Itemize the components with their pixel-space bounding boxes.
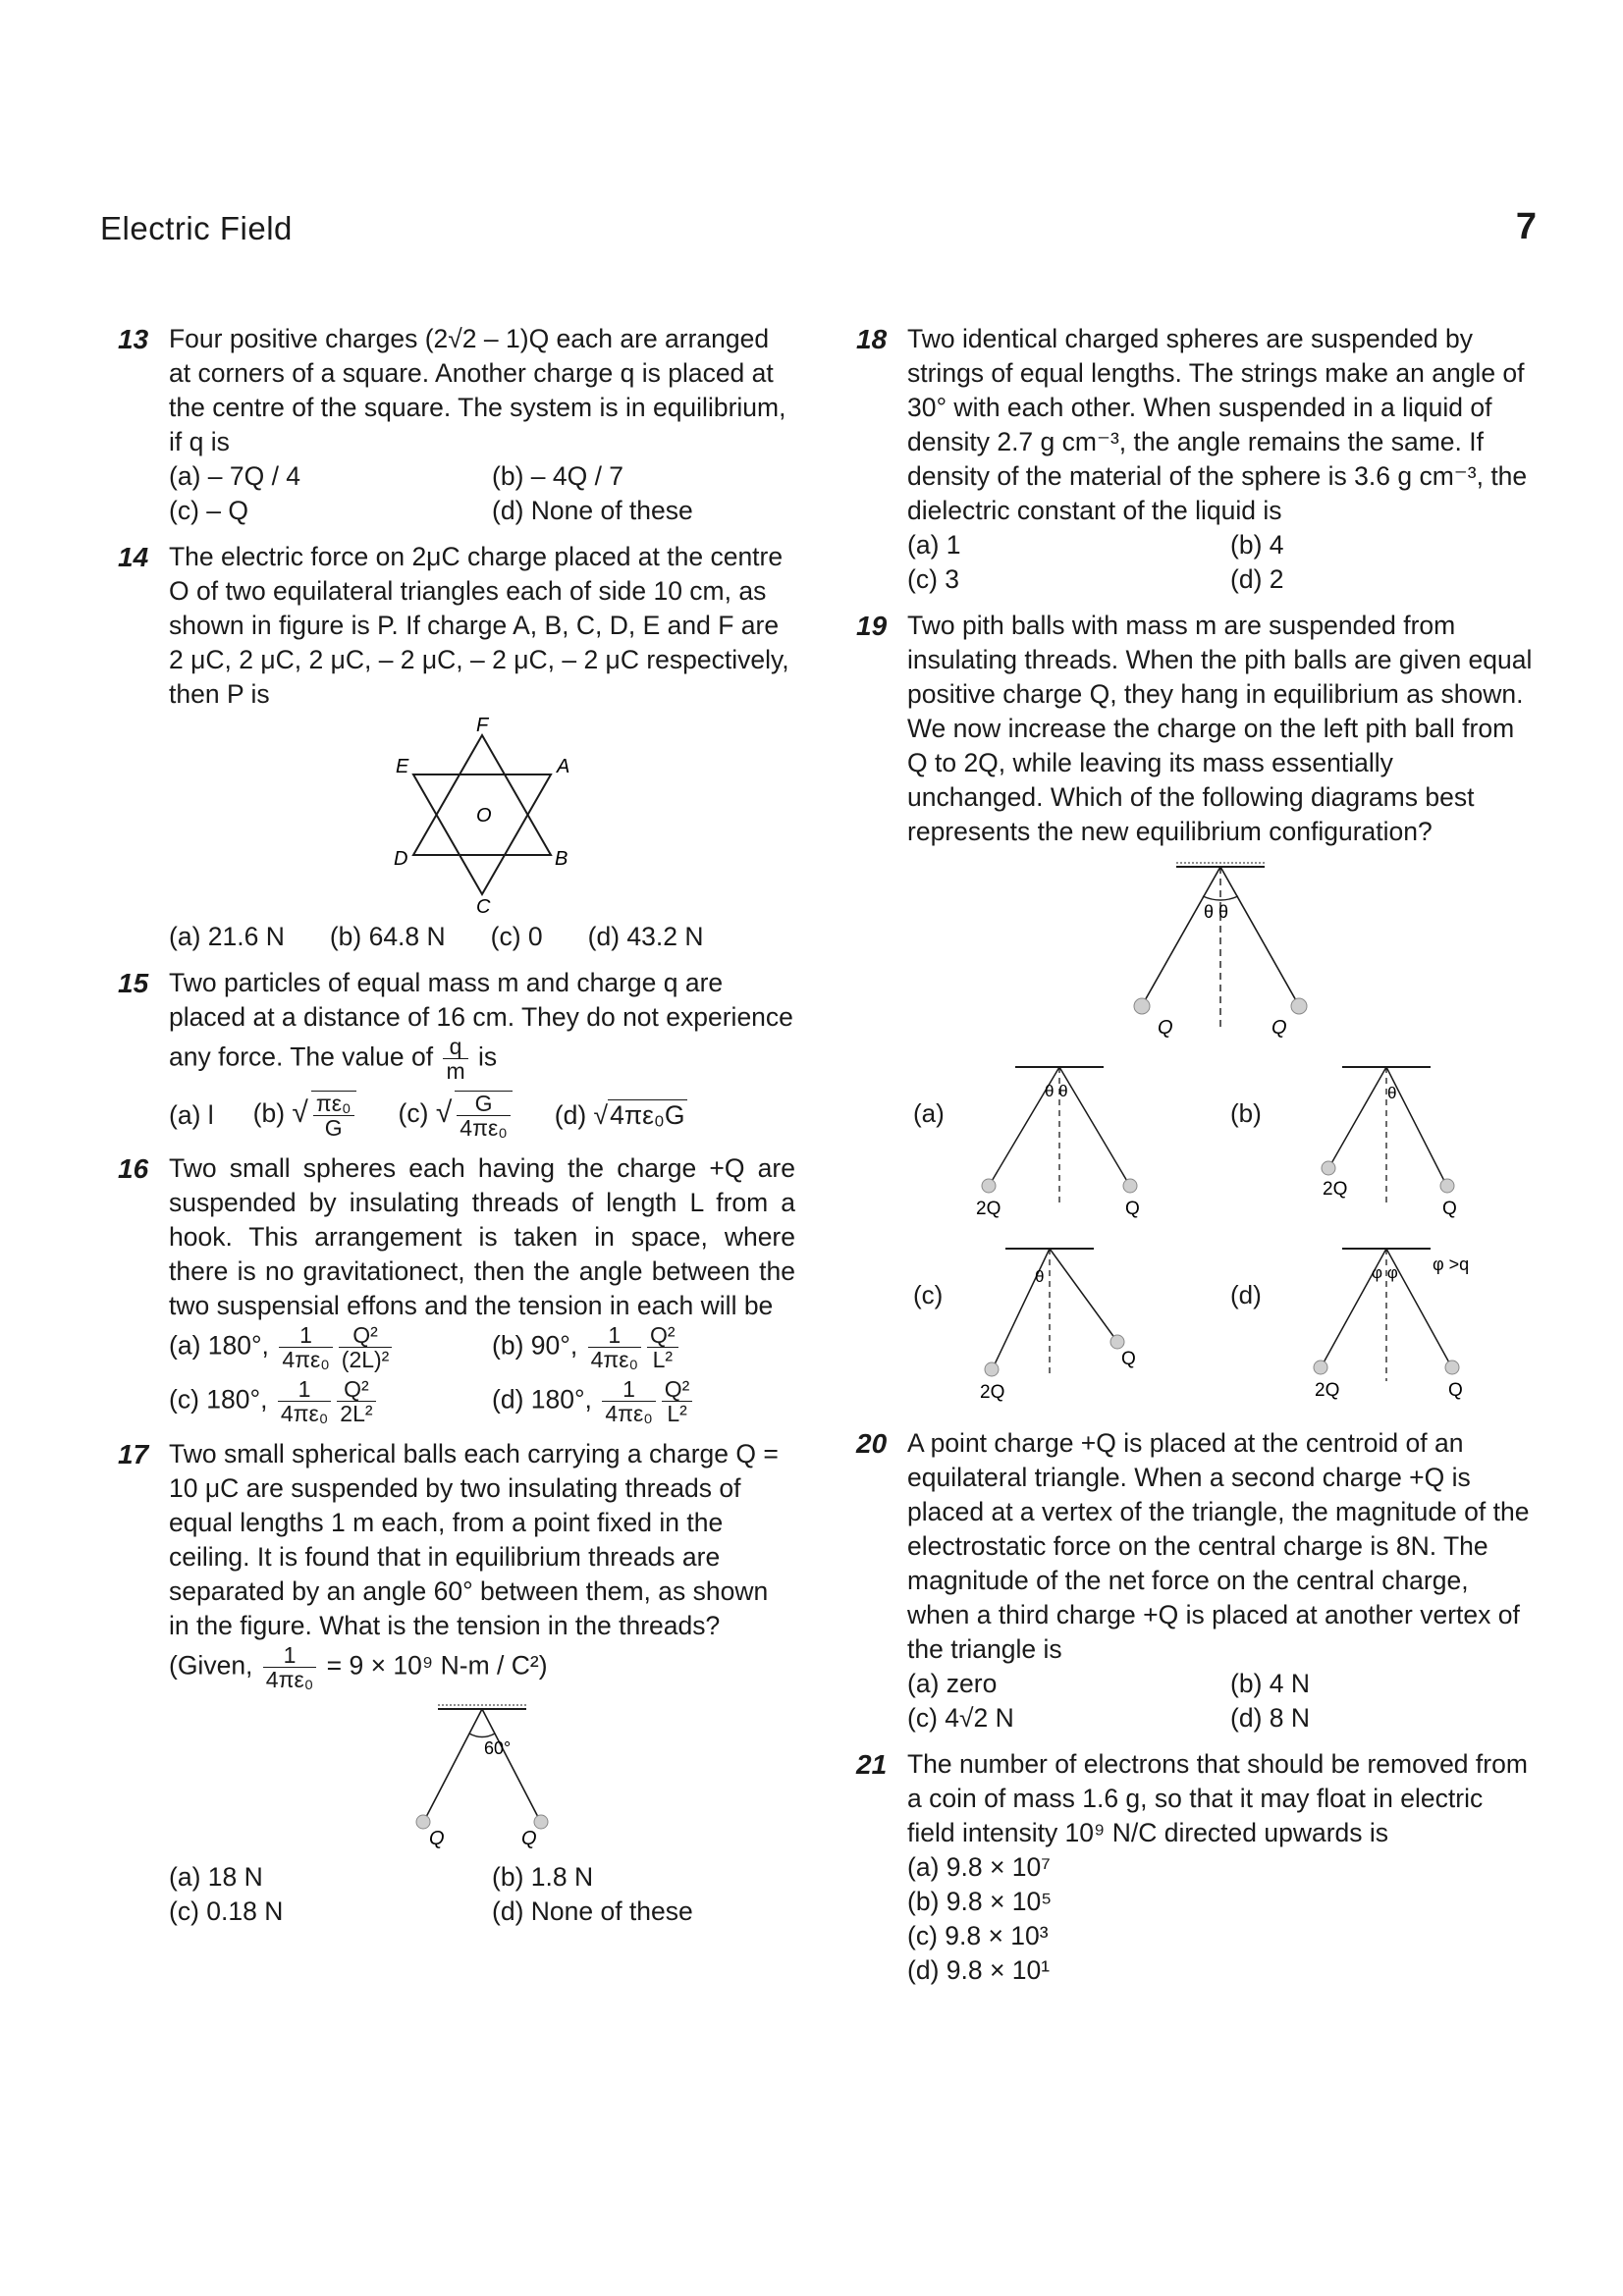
charge-right: Q	[1442, 1199, 1457, 1219]
question-end: is	[478, 1041, 498, 1072]
option-label: (a) 180°,	[169, 1330, 269, 1361]
charge-right: Q	[1271, 1017, 1287, 1039]
frac-den: 2L²	[340, 1401, 373, 1426]
fraction	[279, 1323, 332, 1371]
options	[169, 920, 795, 954]
option-b[interactable]	[253, 1091, 359, 1140]
option-d[interactable]: (d) 43.2 N	[587, 922, 704, 951]
option-a[interactable]: (a) – 7Q / 4	[169, 461, 301, 491]
option-d[interactable]: (d) None of these	[492, 496, 693, 525]
fraction	[662, 1377, 693, 1425]
option-label: (d)	[554, 1099, 587, 1130]
frac-num: 1	[263, 1643, 316, 1668]
frac-den: L²	[652, 1347, 674, 1372]
frac-den: 4πε₀	[282, 1347, 330, 1372]
label-c: C	[476, 896, 491, 914]
frac-num: Q²	[337, 1377, 375, 1402]
question-number: 18	[856, 324, 888, 354]
option-b[interactable]: (b) 1.8 N	[492, 1862, 594, 1892]
sqrt-sign: √	[292, 1096, 308, 1129]
fraction	[337, 1377, 375, 1425]
label-a: A	[557, 756, 570, 777]
sqrt-sign: √	[435, 1096, 453, 1129]
frac-num: 1	[279, 1323, 332, 1348]
fraction	[588, 1323, 641, 1371]
angle-label: φ φ	[1372, 1263, 1398, 1282]
options	[169, 459, 795, 528]
right-column	[856, 322, 1534, 2000]
option-b[interactable]	[492, 1323, 795, 1371]
option-d-figure[interactable]	[1224, 1239, 1534, 1415]
fraction	[647, 1323, 678, 1371]
option-label: (d) 180°,	[492, 1384, 592, 1415]
question-text: Two identical charged spheres are suspended by strings of equal lengths. The strings make an angle of 30° with each other. When suspended in a liquid of density 2.7 g cm⁻³, the angle remains the same. If density of the material of the sphere is 3.6 g cm⁻³, the dielectric constant of the liquid is	[907, 324, 1528, 525]
question-text: The number of electrons that should be removed from a coin of mass 1.6 g, so that it may float in electric field intensity 10⁹ N/C directed upwards is	[907, 1749, 1528, 1847]
question-18	[856, 322, 1534, 597]
charge-left: 2Q	[1315, 1380, 1340, 1401]
frac-den: (2L)²	[341, 1347, 390, 1372]
question-text	[169, 966, 795, 1083]
option-label: (c)	[913, 1280, 944, 1309]
option-label: (b) 90°,	[492, 1330, 578, 1361]
question-text: Two small spherical balls each carrying a charge Q = 10 μC are suspended by two insulating threads of equal lengths 1 m each, from a point fixed in the ceiling. It is found that in equilibrium threads are separated by an angle 60° between them, as shown in the figure. What is the tension in the threads?	[169, 1439, 779, 1640]
option-label: (d)	[1230, 1280, 1262, 1309]
frac-num: 1	[278, 1377, 331, 1402]
frac-num: G	[457, 1092, 510, 1116]
charge-left: Q	[1158, 1017, 1173, 1039]
frac-den: G	[324, 1115, 343, 1141]
question-number: 16	[118, 1153, 149, 1184]
option-b[interactable]: (b) – 4Q / 7	[492, 461, 624, 491]
question-text: Two pith balls with mass m are suspended from insulating threads. When the pith balls are given equal positive charge Q, they hang in equilibrium as shown. We now increase the charge on the left pith ball from Q to 2Q, while leaving its mass essentially unchanged. Which of the following diagrams best represents the new equilibrium configuration?	[907, 611, 1533, 846]
charge-left: 2Q	[976, 1199, 1001, 1219]
option-d[interactable]	[555, 1098, 687, 1133]
frac-num: 1	[588, 1323, 641, 1348]
fraction-q-over-m	[443, 1035, 467, 1083]
page-title: Electric Field	[100, 210, 293, 246]
frac-den: 4πε₀	[605, 1401, 653, 1426]
options	[169, 1091, 795, 1140]
option-d[interactable]: (d) 9.8 × 10¹	[907, 1955, 1051, 1985]
question-number: 20	[856, 1428, 888, 1459]
label-b: B	[555, 848, 568, 870]
frac-den: m	[446, 1058, 465, 1084]
question-14	[118, 540, 795, 954]
fraction	[263, 1643, 316, 1691]
option-a[interactable]: (a) 1	[907, 530, 961, 560]
options	[907, 528, 1534, 597]
question-text: A point charge +Q is placed at the centroid of an equilateral triangle. When a second charge +Q is placed at a vertex of the triangle, the magnitude of the electrostatic force on the central charge is 8N. The magnitude of the net force on the central charge, when a third charge +Q is placed at another vertex of the triangle is	[907, 1428, 1530, 1664]
options	[907, 1850, 1534, 1988]
question-17	[118, 1437, 795, 1929]
angle-label: θ	[1387, 1084, 1397, 1102]
charge-left: 2Q	[1323, 1179, 1348, 1200]
label-e: E	[396, 756, 409, 777]
answer-figures	[907, 1057, 1534, 1415]
sqrt-sign: √	[593, 1099, 609, 1130]
pendulum-diagram	[1224, 1057, 1519, 1224]
option-d[interactable]	[492, 1377, 795, 1425]
question-number: 15	[118, 968, 149, 998]
frac-num: Q²	[662, 1377, 693, 1402]
frac-num: 1	[602, 1377, 655, 1402]
question-16	[118, 1151, 795, 1425]
frac-den: 4πε₀	[280, 1401, 329, 1426]
question-number: 14	[118, 542, 149, 572]
angle-label: θ	[1035, 1267, 1045, 1286]
hexagram-figure	[374, 718, 590, 914]
frac-num: Q²	[647, 1323, 678, 1348]
option-a[interactable]	[169, 1323, 472, 1371]
option-label: (a)	[913, 1098, 945, 1128]
question-number: 19	[856, 611, 888, 641]
fraction	[278, 1377, 331, 1425]
label-d: D	[394, 848, 408, 870]
option-c[interactable]	[399, 1091, 515, 1140]
given-line	[169, 1643, 795, 1691]
frac-den: 4πε₀	[590, 1347, 639, 1372]
options	[907, 1667, 1534, 1735]
question-21	[856, 1747, 1534, 1988]
sqrt-fraction	[455, 1091, 512, 1140]
charge-right: Q	[1448, 1380, 1463, 1401]
question-number: 13	[118, 324, 149, 354]
option-label: (b)	[252, 1098, 286, 1128]
option-label: (c) 180°,	[169, 1384, 268, 1415]
frac-den: 4πε₀	[460, 1115, 508, 1141]
option-b[interactable]: (b) 4	[1230, 530, 1284, 560]
frac-num: Q²	[339, 1323, 393, 1348]
charge-left: Q	[429, 1828, 445, 1849]
angle-label: θ θ	[1204, 902, 1229, 922]
question-text: The electric force on 2μC charge placed at the centre O of two equilateral triangles each of side 10 cm, as shown in figure is P. If charge A, B, C, D, E and F are 2 μC, 2 μC, 2 μC, – 2 μC, – 2 μC, – 2 μC respectively, then P is	[169, 542, 789, 709]
sqrt-fraction	[311, 1091, 356, 1140]
option-d[interactable]: (d) 2	[1230, 564, 1284, 594]
question-body: Two particles of equal mass m and charge q are placed at a distance of 16 cm. They do not experience any force. The value of	[169, 968, 793, 1072]
frac-den: L²	[667, 1401, 687, 1426]
options	[169, 1860, 795, 1929]
charge-right: Q	[1121, 1349, 1136, 1369]
option-a-figure[interactable]	[907, 1057, 1217, 1233]
option-a[interactable]: (a) zero	[907, 1669, 998, 1698]
option-c[interactable]	[169, 1377, 472, 1425]
question-15	[118, 966, 795, 1140]
option-b[interactable]: (b) 64.8 N	[329, 922, 446, 951]
label-f: F	[476, 718, 489, 736]
page-number: 7	[1515, 206, 1537, 247]
option-label: (b)	[1230, 1098, 1262, 1128]
fraction	[602, 1377, 655, 1425]
option-b[interactable]: (b) 4 N	[1230, 1669, 1310, 1698]
option-c[interactable]: (c) – Q	[169, 496, 248, 525]
pendulum-diagram	[1224, 1239, 1519, 1406]
question-20	[856, 1426, 1534, 1735]
question-13	[118, 322, 795, 528]
left-column	[118, 322, 795, 1941]
option-b[interactable]: (b) 9.8 × 10⁵	[907, 1887, 1053, 1916]
charge-left: 2Q	[980, 1382, 1005, 1403]
charge-right: Q	[521, 1828, 537, 1849]
option-a[interactable]: (a) 21.6 N	[169, 922, 285, 951]
option-c[interactable]: (c) 0.18 N	[169, 1896, 284, 1926]
fraction	[339, 1323, 393, 1371]
given-suffix: = 9 × 10⁹ N-m / C²)	[326, 1650, 548, 1681]
pendulum-diagram	[907, 1057, 1202, 1224]
option-a[interactable]: (a) l	[169, 1099, 214, 1130]
frac-num: q	[443, 1035, 467, 1059]
option-d[interactable]: (d) 8 N	[1230, 1703, 1310, 1733]
given-prefix: (Given,	[169, 1650, 253, 1681]
option-c[interactable]: (c) 4√2 N	[907, 1703, 1014, 1733]
option-a[interactable]: (a) 18 N	[169, 1862, 263, 1892]
frac-den: 4πε₀	[265, 1667, 314, 1692]
option-c[interactable]: (c) 9.8 × 10³	[907, 1921, 1049, 1950]
option-label: (c)	[398, 1098, 429, 1128]
main-pendulum-figure	[1083, 855, 1358, 1051]
option-b-figure[interactable]	[1224, 1057, 1534, 1233]
pendulum-diagram	[907, 1239, 1202, 1406]
question-text: Four positive charges (2√2 – 1)Q each are arranged at corners of a square. Another charge q is placed at the centre of the square. The system is in equilibrium, if q is	[169, 324, 786, 456]
label-o: O	[476, 805, 492, 827]
sqrt-value: 4πε₀G	[610, 1099, 685, 1130]
frac-num: πε₀	[313, 1092, 354, 1116]
option-c[interactable]: (c) 0	[490, 922, 543, 951]
question-text: Two small spheres each having the charge +Q are suspended by insulating threads of length L from a hook. This arrangement is taken in space, where there is no gravitationect, then the angle between the two suspensial effons and the tension in each will be	[169, 1153, 795, 1320]
options	[169, 1323, 795, 1425]
pendulum-figure	[364, 1697, 600, 1854]
question-number: 17	[118, 1439, 149, 1469]
question-19	[856, 609, 1534, 1415]
option-a[interactable]: (a) 9.8 × 10⁷	[907, 1852, 1051, 1882]
charge-right: Q	[1125, 1199, 1140, 1219]
option-c[interactable]: (c) 3	[907, 564, 959, 594]
angle-note: φ >q	[1433, 1255, 1470, 1274]
angle-label: θ θ	[1045, 1082, 1068, 1100]
angle-label: 60°	[484, 1738, 512, 1758]
question-number: 21	[856, 1749, 888, 1780]
option-d[interactable]: (d) None of these	[492, 1896, 693, 1926]
option-c-figure[interactable]	[907, 1239, 1217, 1415]
